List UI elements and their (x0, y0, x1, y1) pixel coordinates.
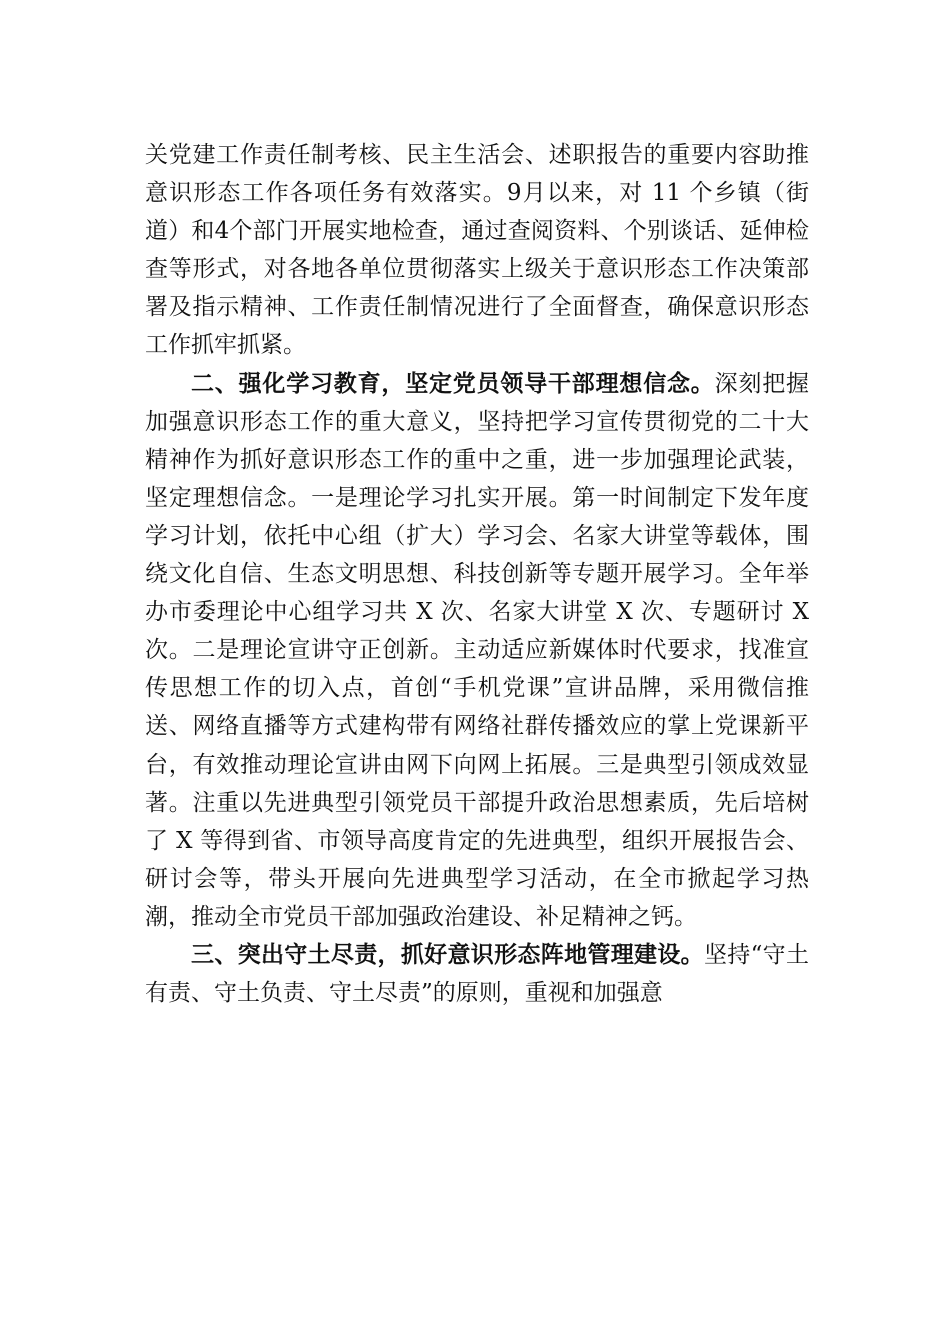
paragraph-1-text: 关党建工作责任制考核、民主生活会、述职报告的重要内容助推意识形态工作各项任务有效落实。9月以来，对 11 个乡镇（街道）和4个部门开展实地检查，通过查阅资料、个别谈话、延伸检查等形式，对各地各单位贯彻落实上级关于意识形态工作决策部署及指示精神、工作责任制情况进行了全面督查，确保意识形态工作抓牢抓紧。 (145, 142, 809, 359)
paragraph-3-text: 坚持“守土有责、守土负责、守土尽责”的原则，重视和加强意 (145, 941, 809, 1007)
paragraph-2 (145, 365, 809, 936)
section-heading-2: 二、强化学习教育，坚定党员领导干部理想信念。 (191, 370, 715, 397)
section-heading-3: 三、突出守土尽责，抓好意识形态阵地管理建设。 (191, 941, 704, 968)
document-page (145, 136, 809, 1012)
paragraph-1 (145, 136, 809, 365)
paragraph-2-text: 深刻把握加强意识形态工作的重大意义，坚持把学习宣传贯彻党的二十大精神作为抓好意识形态工作的重中之重，进一步加强理论武装，坚定理想信念。一是理论学习扎实开展。第一时间制定下发年度学习计划，依托中心组（扩大）学习会、名家大讲堂等载体，围绕文化自信、生态文明思想、科技创新等专题开展学习。全年举办市委理论中心组学习共 X 次、名家大讲堂 X 次、专题研讨 X 次。二是理论宣讲守正创新。主动适应新媒体时代要求，找准宣传思想工作的切入点，首创“手机党课”宣讲品牌，采用微信推送、网络直播等方式建构带有网络社群传播效应的掌上党课新平台，有效推动理论宣讲由网下向网上拓展。三是典型引领成效显著。注重以先进典型引领党员干部提升政治思想素质，先后培树了 X 等得到省、市领导高度肯定的先进典型，组织开展报告会、研讨会等，带头开展向先进典型学习活动，在全市掀起学习热潮，推动全市党员干部加强政治建设、补足精神之钙。 (145, 370, 810, 930)
paragraph-3 (145, 936, 809, 1012)
